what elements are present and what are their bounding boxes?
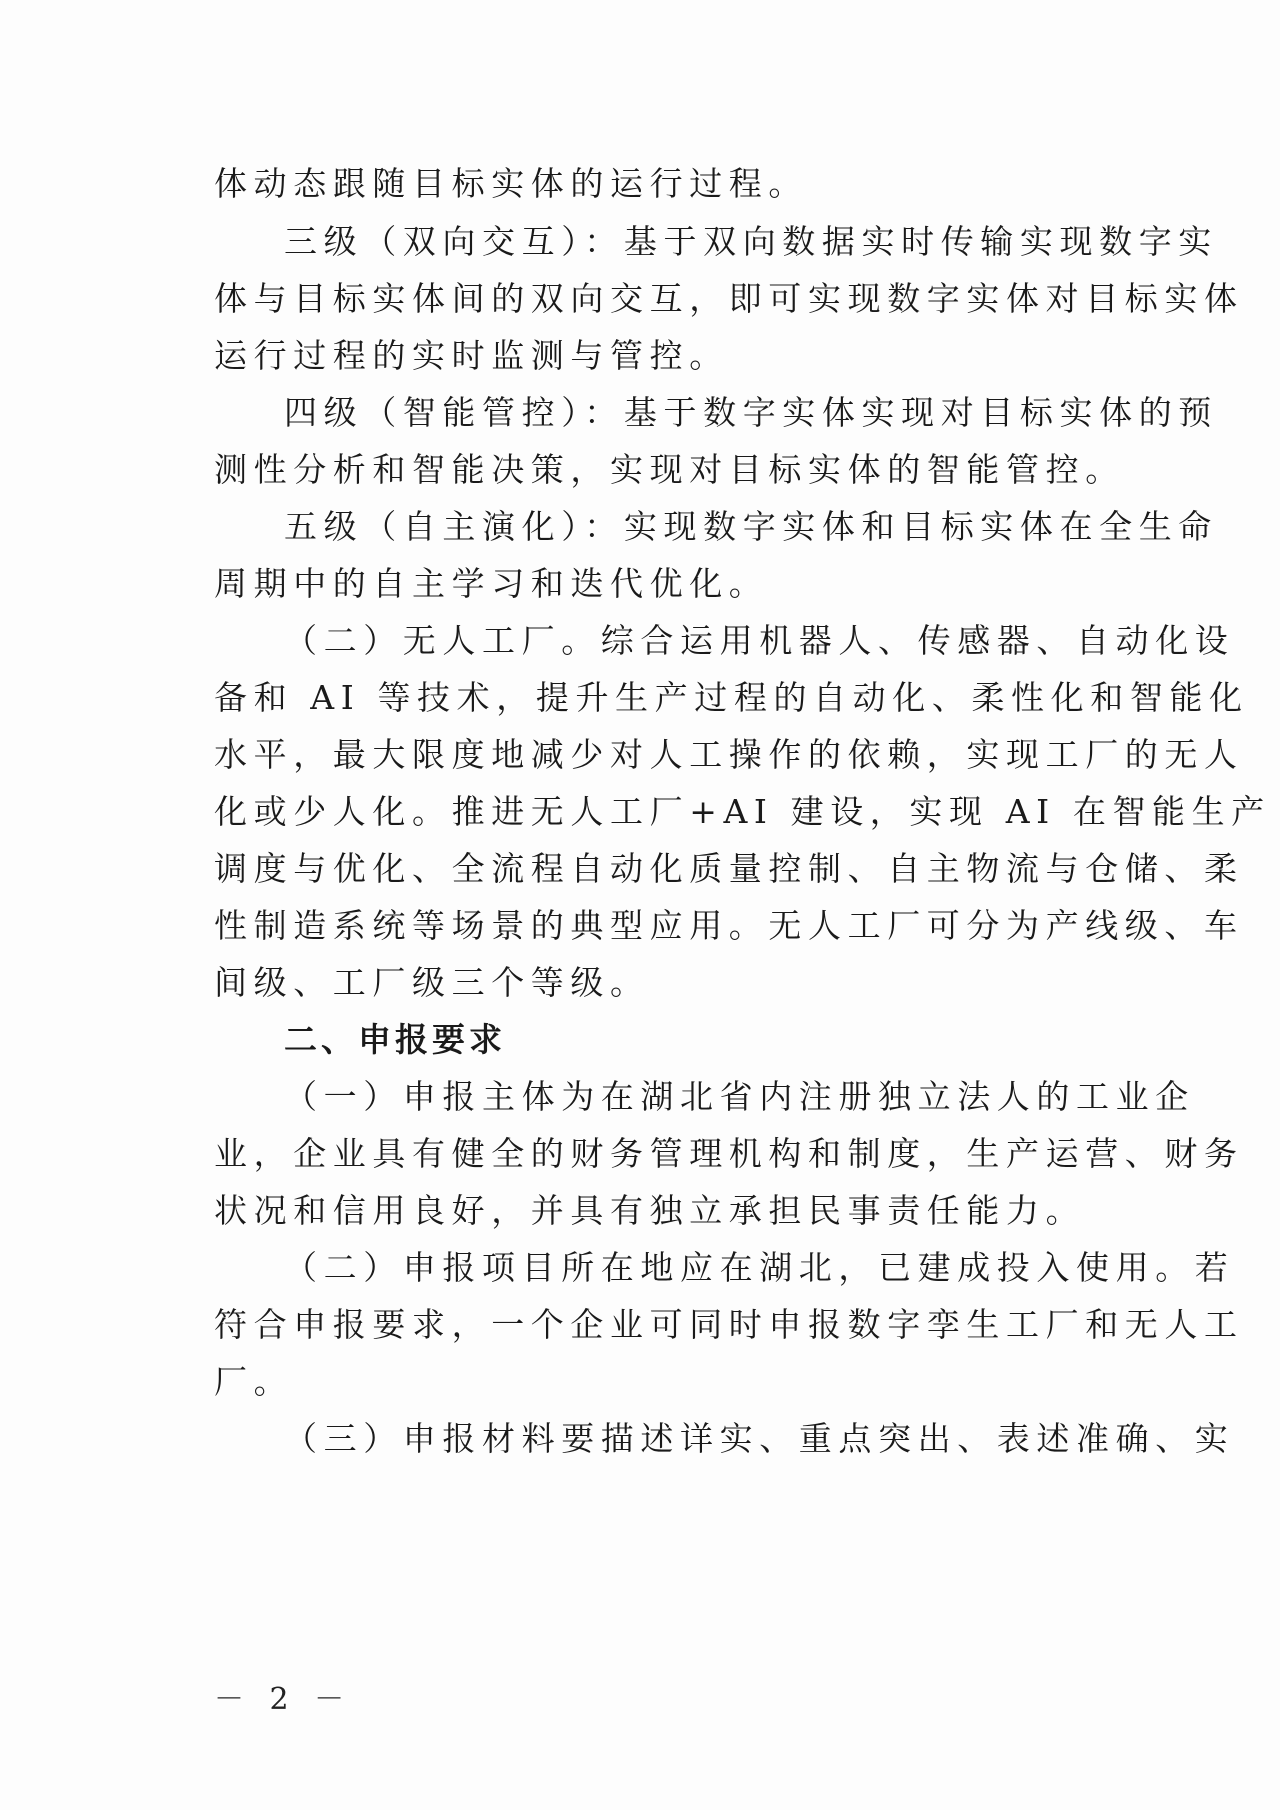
paragraph-line: 厂。 (214, 1362, 294, 1401)
paragraph-line: 备和 AI 等技术，提升生产过程的自动化、柔性化和智能化 (214, 678, 1249, 717)
paragraph-line: 体动态跟随目标实体的运行过程。 (214, 164, 808, 203)
paragraph-line: 三级（双向交互）：基于双向数据实时传输实现数字实 (284, 222, 1218, 261)
paragraph-line: 状况和信用良好，并具有独立承担民事责任能力。 (214, 1191, 1086, 1230)
paragraph-line: （三）申报材料要描述详实、重点突出、表述准确、实 (284, 1419, 1235, 1458)
section-heading: 二、申报要求 (284, 1020, 506, 1059)
paragraph-line: 四级（智能管控）：基于数字实体实现对目标实体的预 (284, 393, 1218, 432)
paragraph-line: 符合申报要求，一个企业可同时申报数字孪生工厂和无人工 (214, 1305, 1244, 1344)
paragraph-line: 性制造系统等场景的典型应用。无人工厂可分为产线级、车 (214, 906, 1244, 945)
paragraph-line: 间级、工厂级三个等级。 (214, 963, 650, 1002)
paragraph-line: 水平，最大限度地减少对人工操作的依赖，实现工厂的无人 (214, 735, 1244, 774)
paragraph-line: 运行过程的实时监测与管控。 (214, 336, 729, 375)
paragraph-line: 调度与优化、全流程自动化质量控制、自主物流与仓储、柔 (214, 849, 1244, 888)
paragraph-line: 测性分析和智能决策，实现对目标实体的智能管控。 (214, 450, 1125, 489)
paragraph-line: 化或少人化。推进无人工厂+AI 建设，实现 AI 在智能生产 (214, 792, 1271, 831)
paragraph-line: 五级（自主演化）：实现数字实体和目标实体在全生命 (284, 507, 1218, 546)
paragraph-line: 体与目标实体间的双向交互，即可实现数字实体对目标实体 (214, 279, 1244, 318)
paragraph-line: 周期中的自主学习和迭代优化。 (214, 564, 769, 603)
paragraph-line: （二）无人工厂。综合运用机器人、传感器、自动化设 (284, 621, 1235, 660)
paragraph-line: （二）申报项目所在地应在湖北，已建成投入使用。若 (284, 1248, 1235, 1287)
paragraph-line: 业，企业具有健全的财务管理机构和制度，生产运营、财务 (214, 1134, 1244, 1173)
page-number: － 2 － (214, 1682, 353, 1717)
paragraph-line: （一）申报主体为在湖北省内注册独立法人的工业企 (284, 1077, 1195, 1116)
